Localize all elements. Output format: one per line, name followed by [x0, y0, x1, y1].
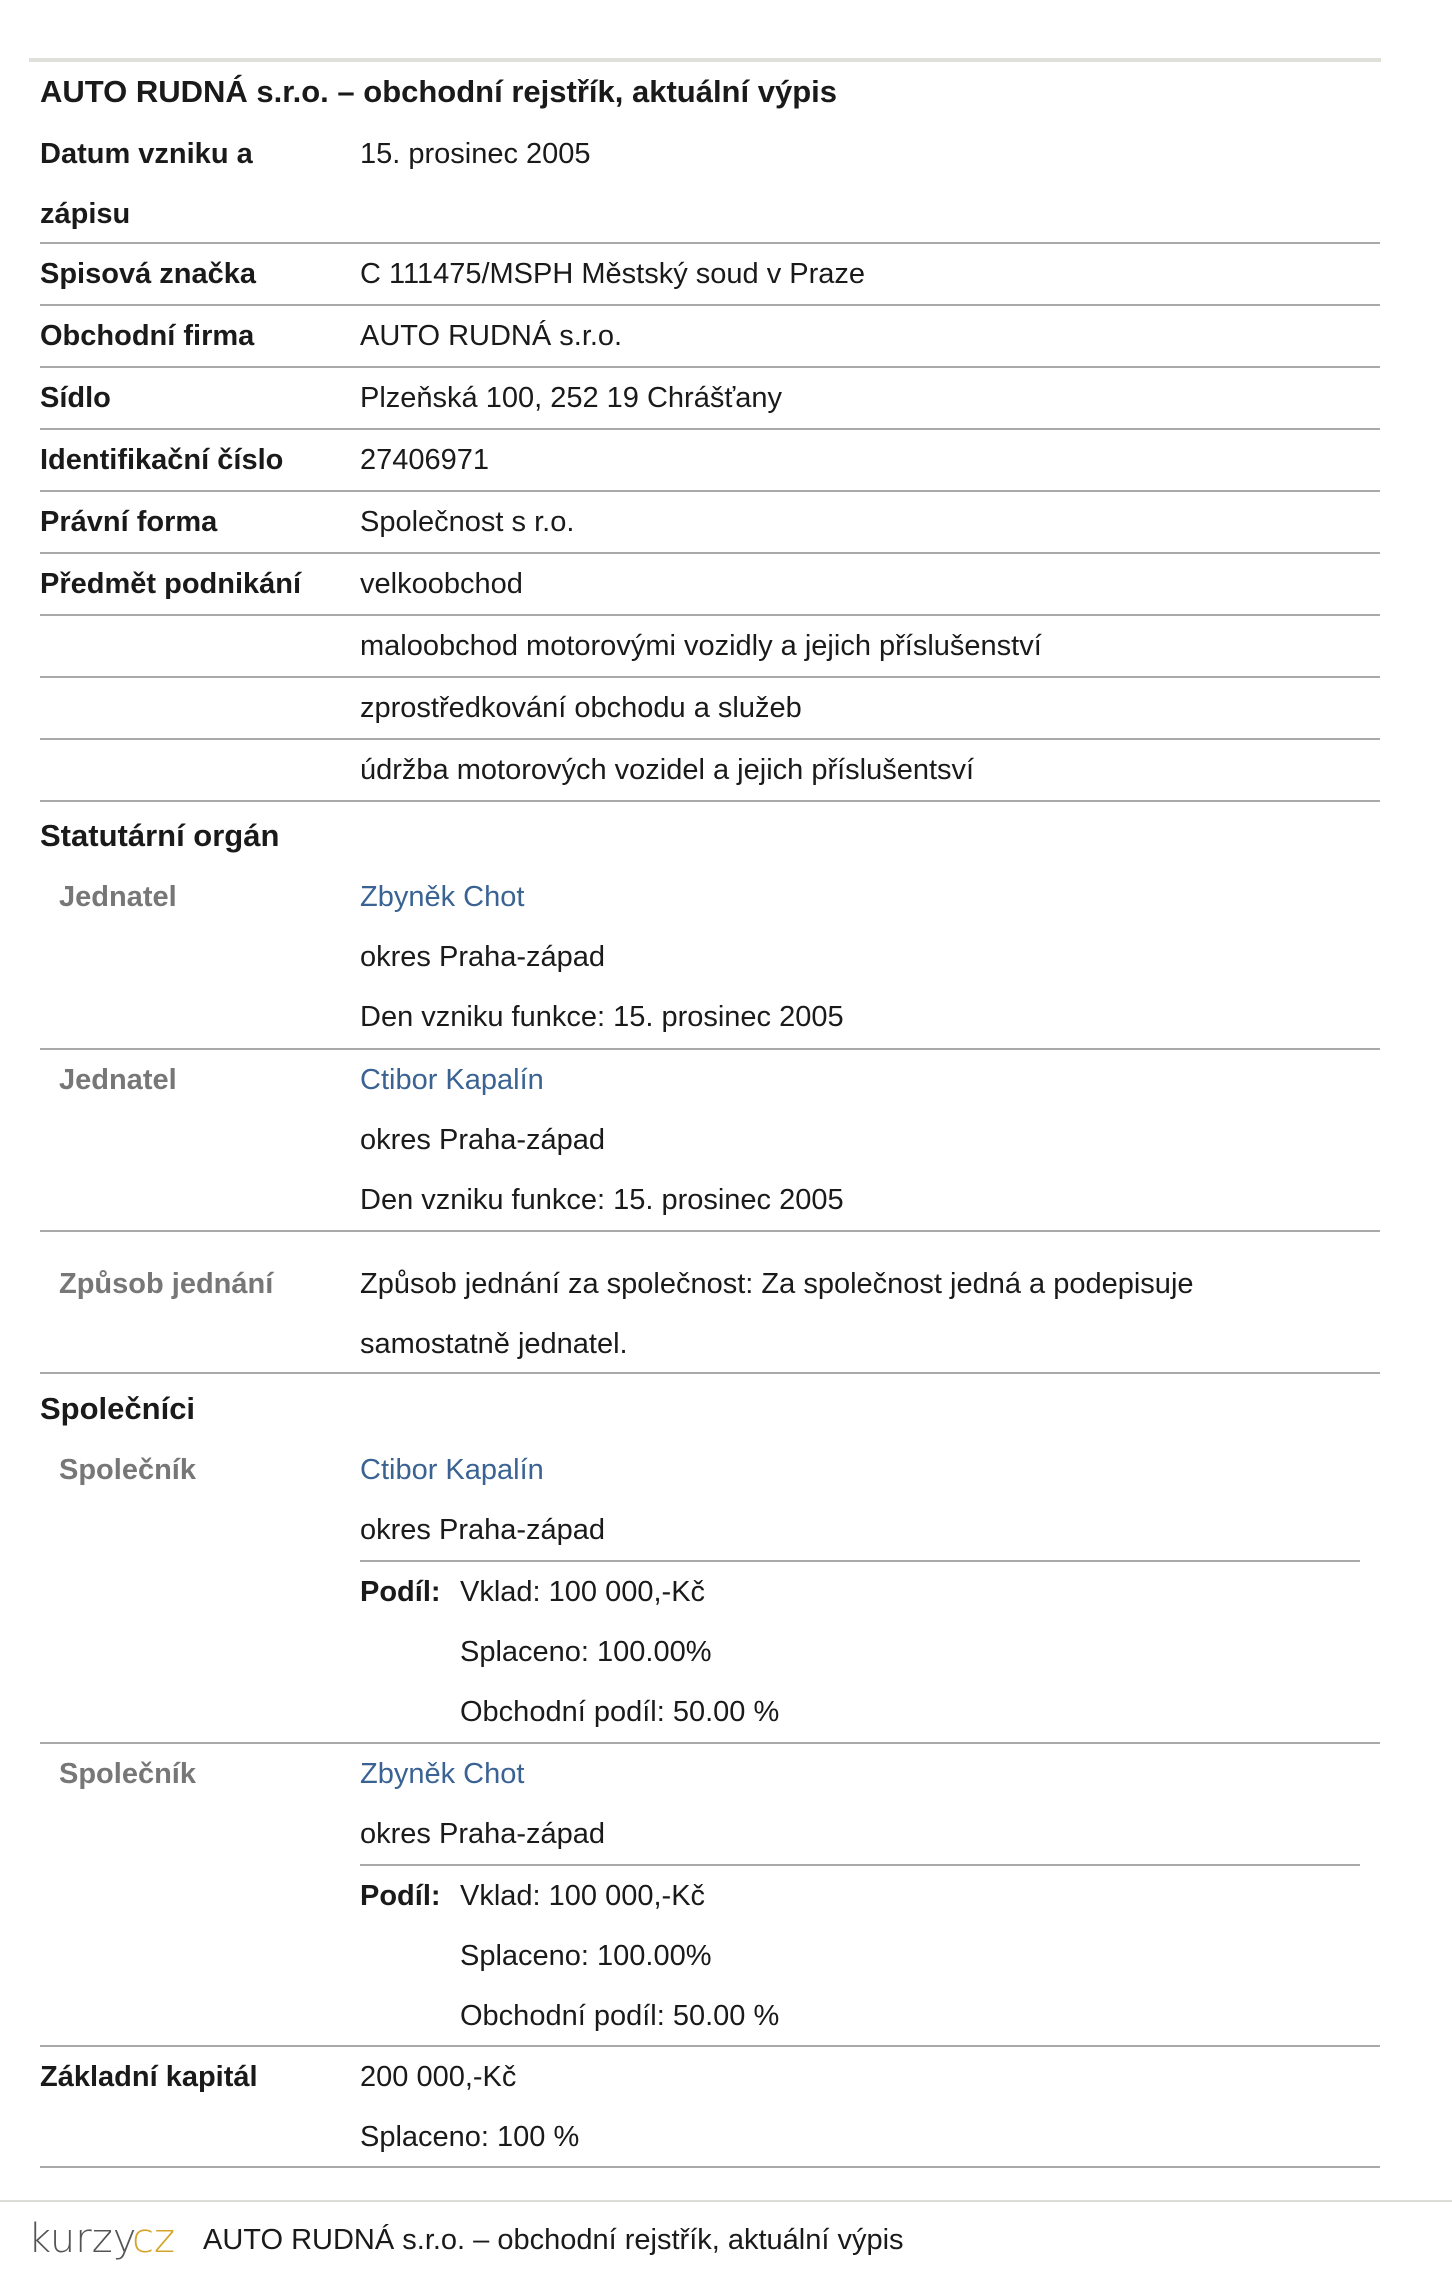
row-value: Plzeňská 100, 252 19 Chrášťany — [360, 382, 782, 414]
row-sidlo — [40, 368, 1380, 430]
spolecnik-member — [40, 1440, 1380, 1744]
section-heading-statutarni: Statutární orgán — [40, 818, 280, 853]
row-label: Identifikační číslo — [40, 444, 284, 476]
section-heading-spolecnici: Společníci — [40, 1391, 196, 1426]
member-name-link[interactable]: Zbyněk Chot — [360, 1758, 525, 1790]
member-district: okres Praha-západ — [360, 941, 606, 973]
row-value: samostatně jednatel. — [360, 1328, 628, 1360]
row-label: Předmět podnikání — [40, 568, 302, 600]
row-label: Právní forma — [40, 506, 218, 538]
row-label: zápisu — [40, 198, 131, 230]
row-obchodni-firma — [40, 306, 1380, 368]
member-district: okres Praha-západ — [360, 1514, 606, 1546]
row-zpusob-jednani — [40, 1232, 1380, 1374]
row-label: Základní kapitál — [40, 2061, 258, 2093]
row-value: 200 000,-Kč — [360, 2061, 517, 2093]
row-value: Splaceno: 100 % — [360, 2121, 580, 2153]
row-value: velkoobchod — [360, 568, 523, 600]
podil-obchodni: Obchodní podíl: 50.00 % — [460, 2000, 780, 2032]
row-value: Společnost s r.o. — [360, 506, 575, 538]
podil-splaceno: Splaceno: 100.00% — [460, 1940, 712, 1972]
row-predmet-podnikani — [40, 554, 1380, 616]
row-predmet-item — [40, 678, 1380, 740]
row-value: Způsob jednání za společnost: Za společnost jedná a podepisuje — [360, 1268, 1194, 1300]
company-record — [29, 58, 1381, 2168]
row-spisova-znacka — [40, 244, 1380, 306]
member-role: Společník — [59, 1454, 196, 1486]
row-predmet-item — [40, 740, 1380, 802]
row-value: AUTO RUDNÁ s.r.o. — [360, 320, 623, 352]
member-name-link[interactable]: Ctibor Kapalín — [360, 1454, 544, 1486]
member-name-link[interactable]: Ctibor Kapalín — [360, 1064, 544, 1096]
podil-label: Podíl: — [360, 1880, 441, 1912]
podil-obchodni: Obchodní podíl: 50.00 % — [460, 1696, 780, 1728]
podil-label: Podíl: — [360, 1576, 441, 1608]
statutarni-member — [40, 1050, 1380, 1232]
row-label: Způsob jednání — [59, 1268, 274, 1300]
row-label: Datum vzniku a — [40, 138, 253, 170]
footer-title: AUTO RUDNÁ s.r.o. – obchodní rejstřík, aktuální výpis — [203, 2224, 904, 2256]
statutarni-member — [40, 867, 1380, 1050]
member-since: Den vzniku funkce: 15. prosinec 2005 — [360, 1184, 844, 1216]
member-district: okres Praha-západ — [360, 1818, 606, 1850]
page-title: AUTO RUDNÁ s.r.o. – obchodní rejstřík, aktuální výpis — [40, 74, 837, 109]
footer — [0, 2200, 1452, 2280]
logo-text-cz: cz — [132, 2216, 175, 2262]
row-value: maloobchod motorovými vozidly a jejich příslušenství — [360, 630, 1042, 662]
row-value: 15. prosinec 2005 — [360, 138, 591, 170]
spolecnik-member — [40, 1744, 1380, 2047]
row-value: 27406971 — [360, 444, 490, 476]
member-district: okres Praha-západ — [360, 1124, 606, 1156]
row-label: Sídlo — [40, 382, 111, 414]
member-name-link[interactable]: Zbyněk Chot — [360, 881, 525, 913]
row-label: Obchodní firma — [40, 320, 255, 352]
member-role: Společník — [59, 1758, 196, 1790]
row-ico — [40, 430, 1380, 492]
member-since: Den vzniku funkce: 15. prosinec 2005 — [360, 1001, 844, 1033]
row-value: zprostředkování obchodu a služeb — [360, 692, 802, 724]
member-role: Jednatel — [59, 1064, 177, 1096]
row-label: Spisová značka — [40, 258, 256, 290]
row-pravni-forma — [40, 492, 1380, 554]
podil-vklad: Vklad: 100 000,-Kč — [460, 1880, 706, 1912]
row-value: C 111475/MSPH Městský soud v Praze — [360, 258, 866, 290]
podil-splaceno: Splaceno: 100.00% — [460, 1636, 712, 1668]
podil-vklad: Vklad: 100 000,-Kč — [460, 1576, 706, 1608]
row-predmet-item — [40, 616, 1380, 678]
row-value: údržba motorových vozidel a jejich příslušentsví — [360, 754, 975, 786]
row-zakladni-kapital — [40, 2047, 1380, 2168]
kurzy-cz-logo[interactable] — [28, 2214, 188, 2264]
row-datum-vzniku — [40, 124, 1380, 244]
member-role: Jednatel — [59, 881, 177, 913]
logo-text-kurzy: kurzy — [28, 2216, 137, 2262]
